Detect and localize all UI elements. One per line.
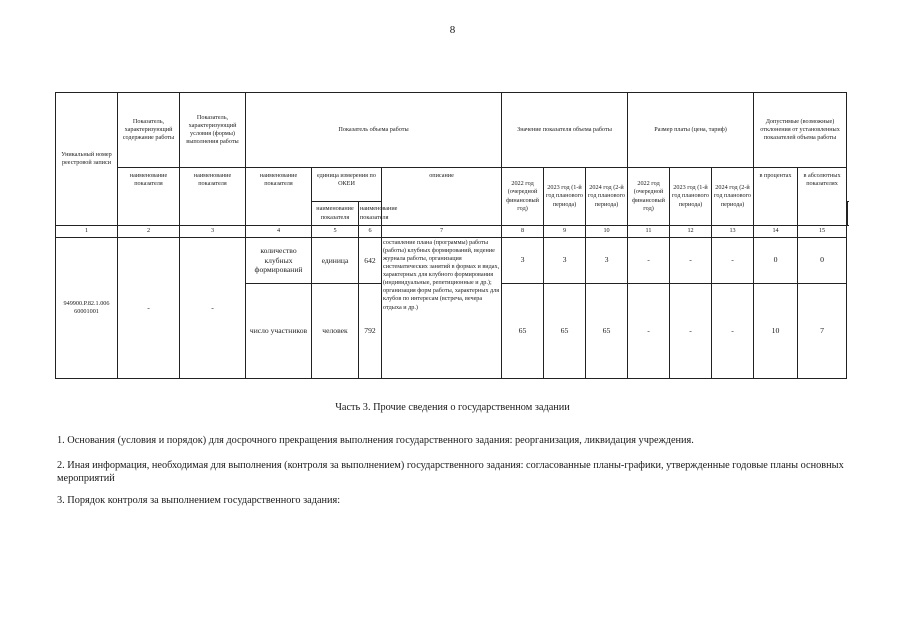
column-number: 2 xyxy=(118,226,180,238)
subheader-conditions-name: наименование показателя xyxy=(359,202,382,226)
header-volume-indicator: Показатель объема работы xyxy=(246,93,502,168)
header-deviations: Допустимые (возможные) отклонения от установленных показателей объема работы xyxy=(754,93,847,168)
subheader-content-name: наименование показателя xyxy=(312,202,359,226)
column-number: 11 xyxy=(628,226,670,238)
row-value-2023: 3 xyxy=(544,238,586,284)
column-number: 3 xyxy=(180,226,246,238)
row-value-2022: 3 xyxy=(502,238,544,284)
row-deviation-absolute: 0 xyxy=(798,238,847,284)
row-deviation-absolute: 7 xyxy=(798,284,847,379)
row-unit: человек xyxy=(312,284,359,379)
column-number: 1 xyxy=(56,226,118,238)
subheader-2022-value: 2022 год (очередной финансовый год) xyxy=(502,168,544,226)
column-number: 5 xyxy=(312,226,359,238)
table-row xyxy=(56,238,848,284)
part3-item-1: 1. Основания (условия и порядок) для досрочного прекращения выполнения государственного задания: реорганизация, ликвидация учреждения. xyxy=(57,435,694,446)
row-fee-2022: - xyxy=(628,238,670,284)
row-indicator: количество клубных формирований xyxy=(246,238,312,284)
header-fee: Размер платы (цена, тариф) xyxy=(628,93,754,168)
row-fee-2023: - xyxy=(670,238,712,284)
row-fee-2022: - xyxy=(628,284,670,379)
header-indicator-conditions: Показатель, характеризующий условия (формы) выполнения работы xyxy=(180,93,246,168)
header-unique-number: Уникальный номер реестровой записи xyxy=(56,93,118,226)
subheader-2022-fee: 2022 год (очередной финансовый год) xyxy=(628,168,670,226)
subheader-name-indicator-1: наименование показателя xyxy=(118,168,180,226)
row-deviation-percent: 0 xyxy=(754,238,798,284)
column-number: 8 xyxy=(502,226,544,238)
row-value-2024: 3 xyxy=(586,238,628,284)
subheader-2023-value: 2023 год (1-й год планового периода) xyxy=(544,168,586,226)
column-number: 14 xyxy=(754,226,798,238)
work-volume-table xyxy=(55,92,848,379)
row-code: 792 xyxy=(359,284,382,379)
row-value-2024: 65 xyxy=(586,284,628,379)
row-code: 642 xyxy=(359,238,382,284)
subheader-2024-fee: 2024 год (2-й год планового периода) xyxy=(712,168,754,226)
subheader-2023-fee: 2023 год (1-й год планового периода) xyxy=(670,168,712,226)
subheader-in-absolute: в абсолютных показателях xyxy=(798,168,847,226)
row-indicator: число участников xyxy=(246,284,312,379)
subheader-name-indicator-3: наименование показателя xyxy=(246,168,312,226)
part3-item-3: 3. Порядок контроля за выполнением государственного задания: xyxy=(57,495,341,506)
row-fee-2024: - xyxy=(712,238,754,284)
header-indicator-content: Показатель, характеризующий содержание работы xyxy=(118,93,180,168)
column-number: 13 xyxy=(712,226,754,238)
row-fee-2024: - xyxy=(712,284,754,379)
subheader-2024-value: 2024 год (2-й год планового периода) xyxy=(586,168,628,226)
subheader-unit-okei: единица измерения по ОКЕИ xyxy=(312,168,382,202)
page-number: 8 xyxy=(449,24,456,36)
column-number: 6 xyxy=(359,226,382,238)
column-number: 7 xyxy=(382,226,502,238)
column-numbers-row xyxy=(56,226,848,238)
column-number: 9 xyxy=(544,226,586,238)
subheader-in-percent: в процентах xyxy=(754,168,798,226)
column-number: 12 xyxy=(670,226,712,238)
row-fee-2023: - xyxy=(670,284,712,379)
header-volume-value: Значение показателя объема работы xyxy=(502,93,628,168)
subheader-description: описание xyxy=(382,168,502,226)
column-number: 4 xyxy=(246,226,312,238)
record-unique-number: 949900.Р.82.1.006 60001001 xyxy=(56,238,118,379)
record-conditions: - xyxy=(180,238,246,379)
record-content: - xyxy=(118,238,180,379)
row-deviation-percent: 10 xyxy=(754,284,798,379)
subheader-name-indicator-2: наименование показателя xyxy=(180,168,246,226)
row-value-2023: 65 xyxy=(544,284,586,379)
row-value-2022: 65 xyxy=(502,284,544,379)
column-number: 15 xyxy=(798,226,847,238)
part3-title: Часть 3. Прочие сведения о государственном задании xyxy=(335,402,570,413)
column-number: 10 xyxy=(586,226,628,238)
part3-item-2: 2. Иная информация, необходимая для выполнения (контроля за выполнением) государственного задания: согласованные планы-графики, утвержденные годовые планы основных мероприятий xyxy=(57,460,844,484)
row-unit: единица xyxy=(312,238,359,284)
record-description: составление плана (программы) работы (работы) клубных формирований, ведение журнала работы, организация систематических занятий в формах и видах, характерных для клубного формирования (индивидуальные, репетиционные и др.); организация форм работы, характерных для клубов по интересам (встреча, вечера отдыха и др.) xyxy=(382,238,502,379)
